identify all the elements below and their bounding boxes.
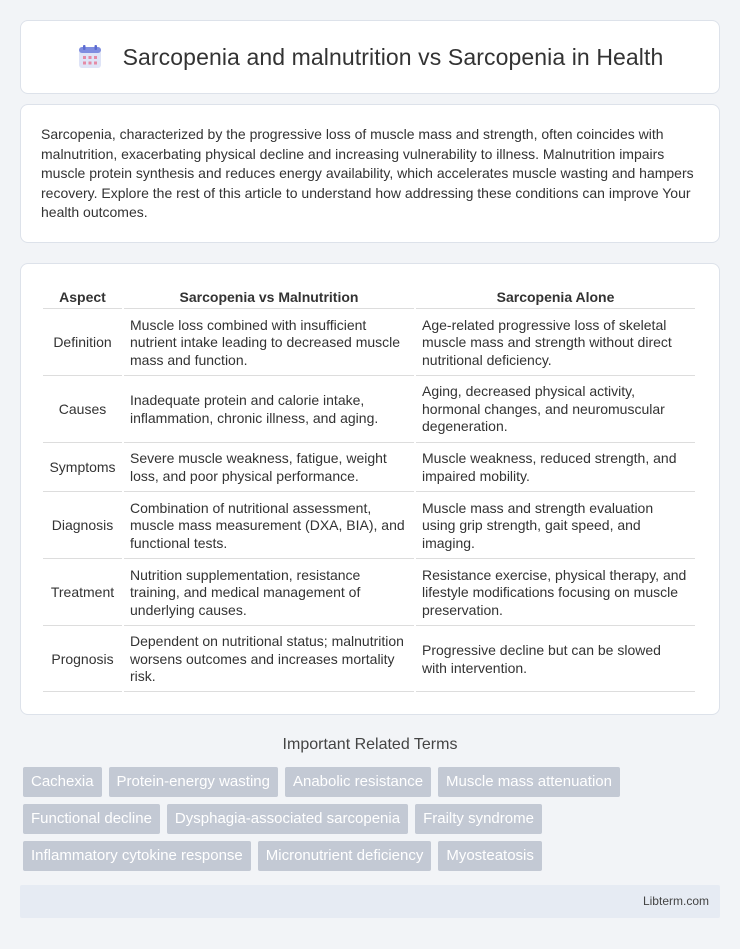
term-tag[interactable]: Anabolic resistance xyxy=(285,767,431,797)
related-terms-title: Important Related Terms xyxy=(282,736,458,753)
related-terms xyxy=(23,767,723,878)
row-aspect: Diagnosis xyxy=(43,494,122,559)
footer-brand[interactable]: Libterm.com xyxy=(642,894,709,908)
row-aspect: Symptoms xyxy=(43,445,122,493)
term-tag[interactable]: Inflammatory cytokine response xyxy=(23,841,251,871)
comparison-table-card xyxy=(20,263,720,715)
row-cell: Aging, decreased physical activity, hormonal changes, and neuromuscular degeneration. xyxy=(416,378,695,443)
term-tag[interactable]: Cachexia xyxy=(23,767,102,797)
term-tag[interactable]: Functional decline xyxy=(23,804,160,834)
row-cell: Progressive decline but can be slowed with intervention. xyxy=(416,628,695,693)
table-row xyxy=(43,378,695,443)
term-tag[interactable]: Muscle mass attenuation xyxy=(438,767,620,797)
header-card xyxy=(20,20,720,94)
row-aspect: Treatment xyxy=(43,561,122,626)
table-row xyxy=(43,628,695,693)
term-tag[interactable]: Protein-energy wasting xyxy=(109,767,278,797)
row-cell: Muscle weakness, reduced strength, and impaired mobility. xyxy=(416,445,695,493)
table-header-row xyxy=(43,282,695,309)
term-tag[interactable]: Dysphagia-associated sarcopenia xyxy=(167,804,408,834)
calendar-grid-icon xyxy=(77,44,103,70)
table-row xyxy=(43,445,695,493)
row-aspect: Causes xyxy=(43,378,122,443)
row-cell: Muscle mass and strength evaluation using grip strength, gait speed, and imaging. xyxy=(416,494,695,559)
table-row xyxy=(43,561,695,626)
row-cell: Severe muscle weakness, fatigue, weight loss, and poor physical performance. xyxy=(124,445,414,493)
row-cell: Resistance exercise, physical therapy, and lifestyle modifications focusing on muscle preservation. xyxy=(416,561,695,626)
row-cell: Dependent on nutritional status; malnutrition worsens outcomes and increases mortality risk. xyxy=(124,628,414,693)
term-tag[interactable]: Micronutrient deficiency xyxy=(258,841,432,871)
header-aspect: Aspect xyxy=(43,282,122,309)
row-cell: Combination of nutritional assessment, muscle mass measurement (DXA, BIA), and functional tests. xyxy=(124,494,414,559)
intro-text: Sarcopenia, characterized by the progressive loss of muscle mass and strength, often coincides with malnutrition, exacerbating physical decline and increasing vulnerability to illness. Malnutrition impairs muscle protein synthesis and reduces energy availability, which accelerates muscle wasting and hampers recovery. Explore the rest of this article to understand how addressing these conditions can improve Your health outcomes. xyxy=(41,126,694,221)
term-row xyxy=(23,767,723,797)
term-tag[interactable]: Frailty syndrome xyxy=(415,804,542,834)
row-cell: Muscle loss combined with insufficient nutrient intake leading to decreased muscle mass and function. xyxy=(124,311,414,376)
term-row xyxy=(23,804,723,834)
table-row xyxy=(43,311,695,376)
term-tag[interactable]: Myosteatosis xyxy=(438,841,542,871)
term-row xyxy=(23,841,723,871)
intro-card xyxy=(20,104,720,243)
comparison-table xyxy=(41,280,697,694)
table-row xyxy=(43,494,695,559)
row-cell: Nutrition supplementation, resistance training, and medical management of underlying causes. xyxy=(124,561,414,626)
row-aspect: Definition xyxy=(43,311,122,376)
row-aspect: Prognosis xyxy=(43,628,122,693)
header-sarcopenia-alone: Sarcopenia Alone xyxy=(416,282,695,309)
footer xyxy=(20,885,720,918)
header-sarcopenia-vs-malnutrition: Sarcopenia vs Malnutrition xyxy=(124,282,414,309)
page-title: Sarcopenia and malnutrition vs Sarcopenia in Health xyxy=(122,43,664,70)
row-cell: Age-related progressive loss of skeletal muscle mass and strength without direct nutritional deficiency. xyxy=(416,311,695,376)
row-cell: Inadequate protein and calorie intake, inflammation, chronic illness, and aging. xyxy=(124,378,414,443)
